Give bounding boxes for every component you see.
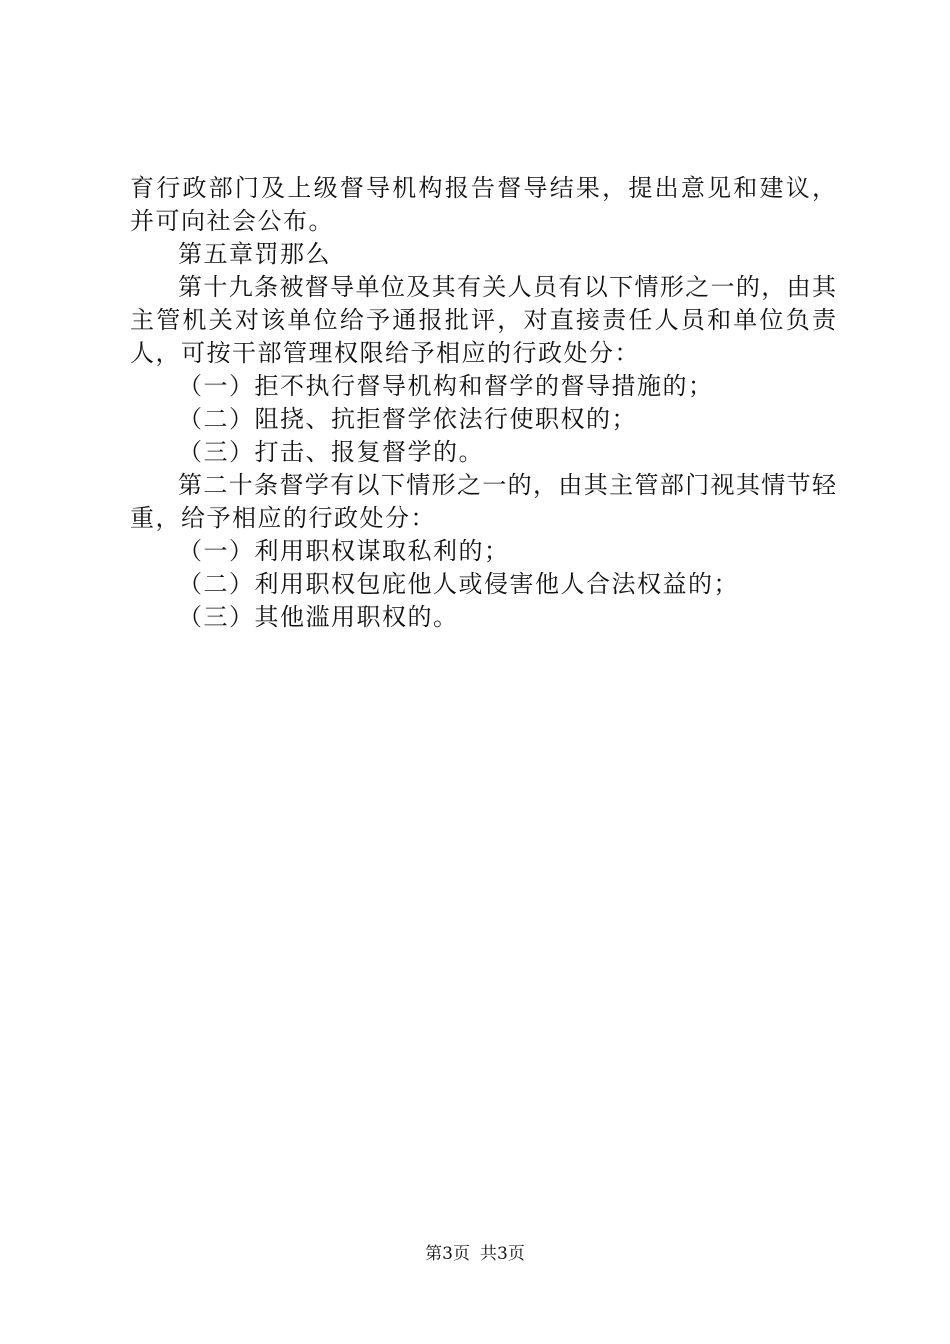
page-number: 第3页 <box>425 1244 470 1264</box>
document-body <box>130 172 836 634</box>
list-item: （一）拒不执行督导机构和督学的督导措施的； <box>178 372 714 400</box>
page-footer <box>0 1243 950 1265</box>
body-line: 人，可按干部管理权限给予相应的行政处分： <box>130 339 640 367</box>
chapter-heading: 第五章罚那么 <box>178 240 331 268</box>
list-item: （三）打击、报复督学的。 <box>178 438 484 466</box>
article-line: 第十九条被督导单位及其有关人员有以下情形之一的，由其 <box>178 273 836 301</box>
list-item: （三）其他滥用职权的。 <box>178 603 459 631</box>
page-total: 共3页 <box>480 1244 525 1264</box>
body-line: 主管机关对该单位给予通报批评，对直接责任人员和单位负责 <box>130 306 836 334</box>
body-line: 育行政部门及上级督导机构报告督导结果，提出意见和建议， <box>130 174 836 202</box>
body-line: 并可向社会公布。 <box>130 207 334 235</box>
body-line: 重，给予相应的行政处分： <box>130 504 436 532</box>
article-line: 第二十条督学有以下情形之一的，由其主管部门视其情节轻 <box>178 471 836 499</box>
list-item: （二）阻挠、抗拒督学依法行使职权的； <box>178 405 637 433</box>
list-item: （二）利用职权包庇他人或侵害他人合法权益的； <box>178 570 739 598</box>
list-item: （一）利用职权谋取私利的； <box>178 537 510 565</box>
